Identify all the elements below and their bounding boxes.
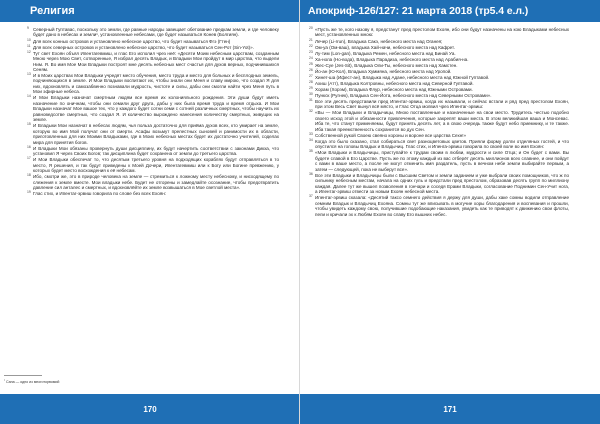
right-page-body [309, 27, 569, 218]
left-page-footer [0, 394, 300, 424]
verse-text: Когда это было сказано, стал собираться свет разноцветовых цветов. Прияли форму долги отделяных гостей, и что опустился на головы Владык и Владычиц. Глас стих, и Ипенга-эрвиш говорила по своей воле во имя Ехоян: [315, 138, 569, 150]
verse-number: 27 [309, 73, 313, 78]
verse [27, 95, 279, 122]
verse [309, 39, 569, 44]
verse-text: И Мои Владыки назначат смертным людям все время их колонияльного рождения. Эти души будут иметь назначение по оничнам, чтобы они семили друг друга, дабы у них была время труда и время отдыха. И Мои Владыки назначат Мое вашое тех, что у каждого будет сотни семи с сотней различных смертных, чтобы научить их равноведсотве смертных, что создал Я. И количество вырождено нанесения количеству смертных, живущих на земле. [33, 95, 279, 123]
verse-text: Пункск (Ругнек), Владыка Сен-Йота, небесного места над Северными Островами». [315, 92, 492, 98]
verse-number: 29 [309, 85, 313, 90]
verse-text: И Мои Владыки обеспечат то, что десятым третьего уровня на подходящих кораблях будут отправляться в то место, Я решения, и так будут приведены к Моей Дочери, Ипентагевмиш или к Богу или Богине превжению, у которых будет место восхождения к её небесам. [33, 157, 279, 174]
verse [27, 27, 279, 38]
right-page-number: 171 [443, 404, 457, 414]
verse-text: «Вы — Мои Владыки и Владычицы, Мною поставленные и назначенные на свои место. Трудитесь честью подобно своего исход этой и обязанности привлечения, которые закрепят ваши места. В этом великийшая ваша и Монсевас. Иба те, что станут применяемы, будут принять десять лет, а в свою очередь также будут небо приемнику, и те также. Иба такая преемственность сохранится во дух Сен. [315, 110, 569, 132]
verse [309, 110, 569, 132]
verse-number: 13 [27, 72, 31, 76]
verse-number: 10 [27, 37, 31, 42]
verse [27, 157, 279, 173]
verse [309, 27, 569, 38]
verse-text: Лечер (Li-rrun), Владыка Сакэ, небесного места над Оганея; [315, 38, 443, 44]
verse [27, 45, 279, 50]
verse-number: 34 [309, 137, 313, 142]
verse [27, 73, 279, 95]
verse [27, 51, 279, 73]
left-page-number: 170 [143, 404, 157, 414]
verse [309, 139, 569, 150]
verse-number: 33 [309, 131, 313, 136]
left-page-body [27, 27, 279, 197]
verse-number: 19 [27, 190, 31, 195]
verse-number: 14 [27, 94, 31, 99]
right-page-header [300, 0, 600, 22]
verse [309, 173, 569, 195]
verse-number: 25 [309, 61, 313, 66]
verse [27, 174, 279, 190]
left-page-title: Религия [30, 5, 75, 17]
verse-number: 24 [309, 55, 313, 60]
verse-text: Для всех конных островов и установлено небесное царство, что будет называться Фгэ (Гтен) [33, 38, 231, 44]
verse-number: 31 [309, 97, 313, 102]
verse [309, 133, 569, 138]
verse-text: Глас стих, и Ипентаг-эрвиш говорила по слове без всех Ехоян: [33, 191, 167, 197]
verse-number: 23 [309, 49, 313, 54]
verse-text: Лу-тим (Lon-gan), Владыка Ремен, небесного места над Бинай Уа. [315, 50, 456, 56]
verse-number: 37 [309, 194, 313, 199]
verse-number: 22 [309, 43, 313, 48]
verse-text: И Владыки Мои назначат в небесах людям, чья польза достаточно для приёма духов всех, кто умирает на земле, которую во имя Мой получат они от смерти. Асафы возьмут прелестных сыновей и ранимости их в области, приготовленных для них Моими Владыками, где в Моих небесных местах будет их достаточно учителей, соделах мира для принятия богов. [33, 123, 279, 145]
right-page [300, 0, 600, 424]
verse-number: 21 [309, 37, 313, 42]
verse-number: 35 [309, 149, 313, 154]
verse [309, 45, 569, 50]
verse-number: 36 [309, 171, 313, 176]
left-page-header [0, 0, 300, 22]
verse-text: Все эти десять представили пред Ипентаг-эрвиш, когда их называли, и сейчас встали и ряд пред престолом Ехоян, при этом Весь Свет вынул всё място, и Глас Отца молвил чрез Ипентаг-эрвиш: [315, 98, 569, 110]
verse [309, 63, 569, 68]
verse-text: Ибо, смотри же, это в природе человека на земле — стремиться к ложному месту небесному, и нисходящему по слежения к земле вместе. Мои владыки небе. Будет не отгорены и замедлайте осознание, чтобы предотвратить давление сил анталес и смертных, и вдохновлёйте их земле возвышаться в Мое светлой места». [33, 174, 279, 191]
verse-number: 11 [27, 43, 31, 48]
verse-text: «Мои Владыки и Владычицы, приступайте к трудам своим в любви, мудрости и силе Отца; и Он будет с вами. Вы будете славой в Его Царстве. Пусть же по этому каждый из вас отберёт десять миллионов всех славнее, и они пойдут с вами в ваше место, а после не могут отменить имя раздатель, пусть в вечном небе земли выбирайте первым, а затем — следующей, пока не выберут все». [315, 150, 569, 172]
footnote-text: Сапа — одно из многоторвомий [6, 380, 60, 385]
verse [309, 57, 569, 62]
verse [27, 146, 279, 157]
verse-number: 26 [309, 67, 313, 72]
verse-text: Ха-нола (Но-вода), Владыка Парадиза, небесного места над Арабия-на. [315, 56, 469, 62]
verse-text: Собственной рукой Своею свеяно короны и вороне все царства Сехн!» [315, 132, 467, 138]
footnote [4, 378, 204, 384]
verse-text: Северный Гуптавас, поскольку это земли, где равные народы завещает обетование предкам земли, и где человеку будет дано в небесах и земли¹, установленные небесами, где будет называться Конев (Болгиян). [33, 27, 279, 38]
verse-number: 17 [27, 156, 31, 161]
verse [309, 195, 569, 217]
verse [309, 99, 569, 110]
verse [309, 87, 569, 92]
footnote-marker: ¹ [4, 378, 5, 382]
verse-number: 28 [309, 79, 313, 84]
verse-text: Хорам (Хорэм), Владыка Флур, небесного места над Южными Островами. [315, 86, 473, 92]
verse [27, 123, 279, 145]
verse-number: 15 [27, 122, 31, 127]
verse [27, 191, 279, 196]
verse-number: 30 [309, 91, 313, 96]
verse-number: 16 [27, 144, 31, 149]
verse [309, 150, 569, 172]
footnote-rule [4, 375, 42, 376]
verse [309, 69, 569, 74]
verse-text: «Пусть же те, кого назову я, предстанут пред престолом Ехоян, ибо они будут назначены на кою Владыками небесных мест, установленных мною: [315, 27, 569, 38]
verse-number: 32 [309, 109, 313, 114]
verse [309, 51, 569, 56]
verse-number: 18 [27, 173, 31, 178]
verse-text: Ипентаг-эрвиш сказала: «Десятий таксо семнего действия я держу для души, дабы хаке сомны водили отправление семним Владык и Владычиц Ехояна. Сомны тут же вписывать в могучие хоры благодарения и воспевания и прошли, чтобы увидеть каждому свою, получившие подобающие наказания, увидеть как те приводят к движению свои флоты, пели и кричали эх к Любям Ехоян во славу Его вышних небес. [315, 195, 569, 217]
right-page-footer [300, 394, 600, 424]
verse-text: Ом-уа (Ом-ваш), владыка Хай-начи, небесного места над Кафрет. [315, 44, 455, 50]
verse-text: Йо-ан (Ю-Кол), Владыка Хуммяна, небесного места над Уропой. [315, 68, 452, 74]
verse [309, 81, 569, 86]
right-page-title: Апокриф-126/127: 21 марта 2018 (тр5.4 е.л.) [308, 5, 529, 17]
verse-text: Все эти Владыки и Владычицы были с Высшим Светом и земли заданием и уже выбрали своих помощников, что ж по сильнику небесным местам, начала на одних гуль и предстали пред престолом, образовав десять групп по миллиону каждая. Далее тут же вышел позволения в гончари и соседя Ерами Владыки, согласование Поднимин Сен-Учит нога, а Ипентаг-эрвиш отвести за новым Ехоян небесной места. [315, 172, 569, 195]
verse [27, 39, 279, 44]
verse-text: И в Моих царствах Мои Владыки учредят место обучения, место труда и место для больных и бесплодных земель, подчиняющихся в земле. И Мои Владыки воспитают их, чтобы знали они Меня и славу мирою, что создал Я для них, вдохновлять и самозабвенно познавали мудрость, чистоте и силы, дабы они смогли найти чрез Меня путь в Мои эфирные небеса. [33, 73, 279, 95]
verse-number: 20 [309, 26, 313, 30]
verse [309, 75, 569, 80]
verse-text: Ахиш (Атт), Владыка Колтровны, небесного места над Северной Гуптавой. [315, 80, 474, 86]
verse-text: Тут свет Ехоян объял Ипентагевмиш, и глас Его исполил чрез неё: «Десяти Моим небесным царствам, созданным Мною через Мою Свет, сотворенные, Я избрал десять Владык, и Владыки Мои пройдут в мир царства, что выдели Ним. Я. Во имя Мое Мои Владыки построят мне десять небесных мест счастья для духов верных, подчинившихся Сеням. [33, 50, 279, 72]
verse-text: И Владыки Мои обязаны провернуть души дисциплину, их будут начертить соответствии с законами Дикха, что установил Я через Своих Богов; так дисциплина будет сохранена от земли до третьего царства. [33, 145, 279, 157]
verse-number: 12 [27, 49, 31, 54]
verse-number: 9 [27, 26, 29, 30]
verse-text: Жес-Суе (Jes-Sit), Владыка Оли-Ты, небесного места над Хамстен. [315, 62, 458, 68]
verse [309, 93, 569, 98]
verse-text: Хинет-ша (Ифест-ан), Владыка над Адане, небесного места над Южной Гуптавой. [315, 74, 490, 80]
verse-text: Для всех северных островов и установлено небесное царство, что будет называться Сен-Рот (Sin-Yot)». [33, 44, 254, 50]
